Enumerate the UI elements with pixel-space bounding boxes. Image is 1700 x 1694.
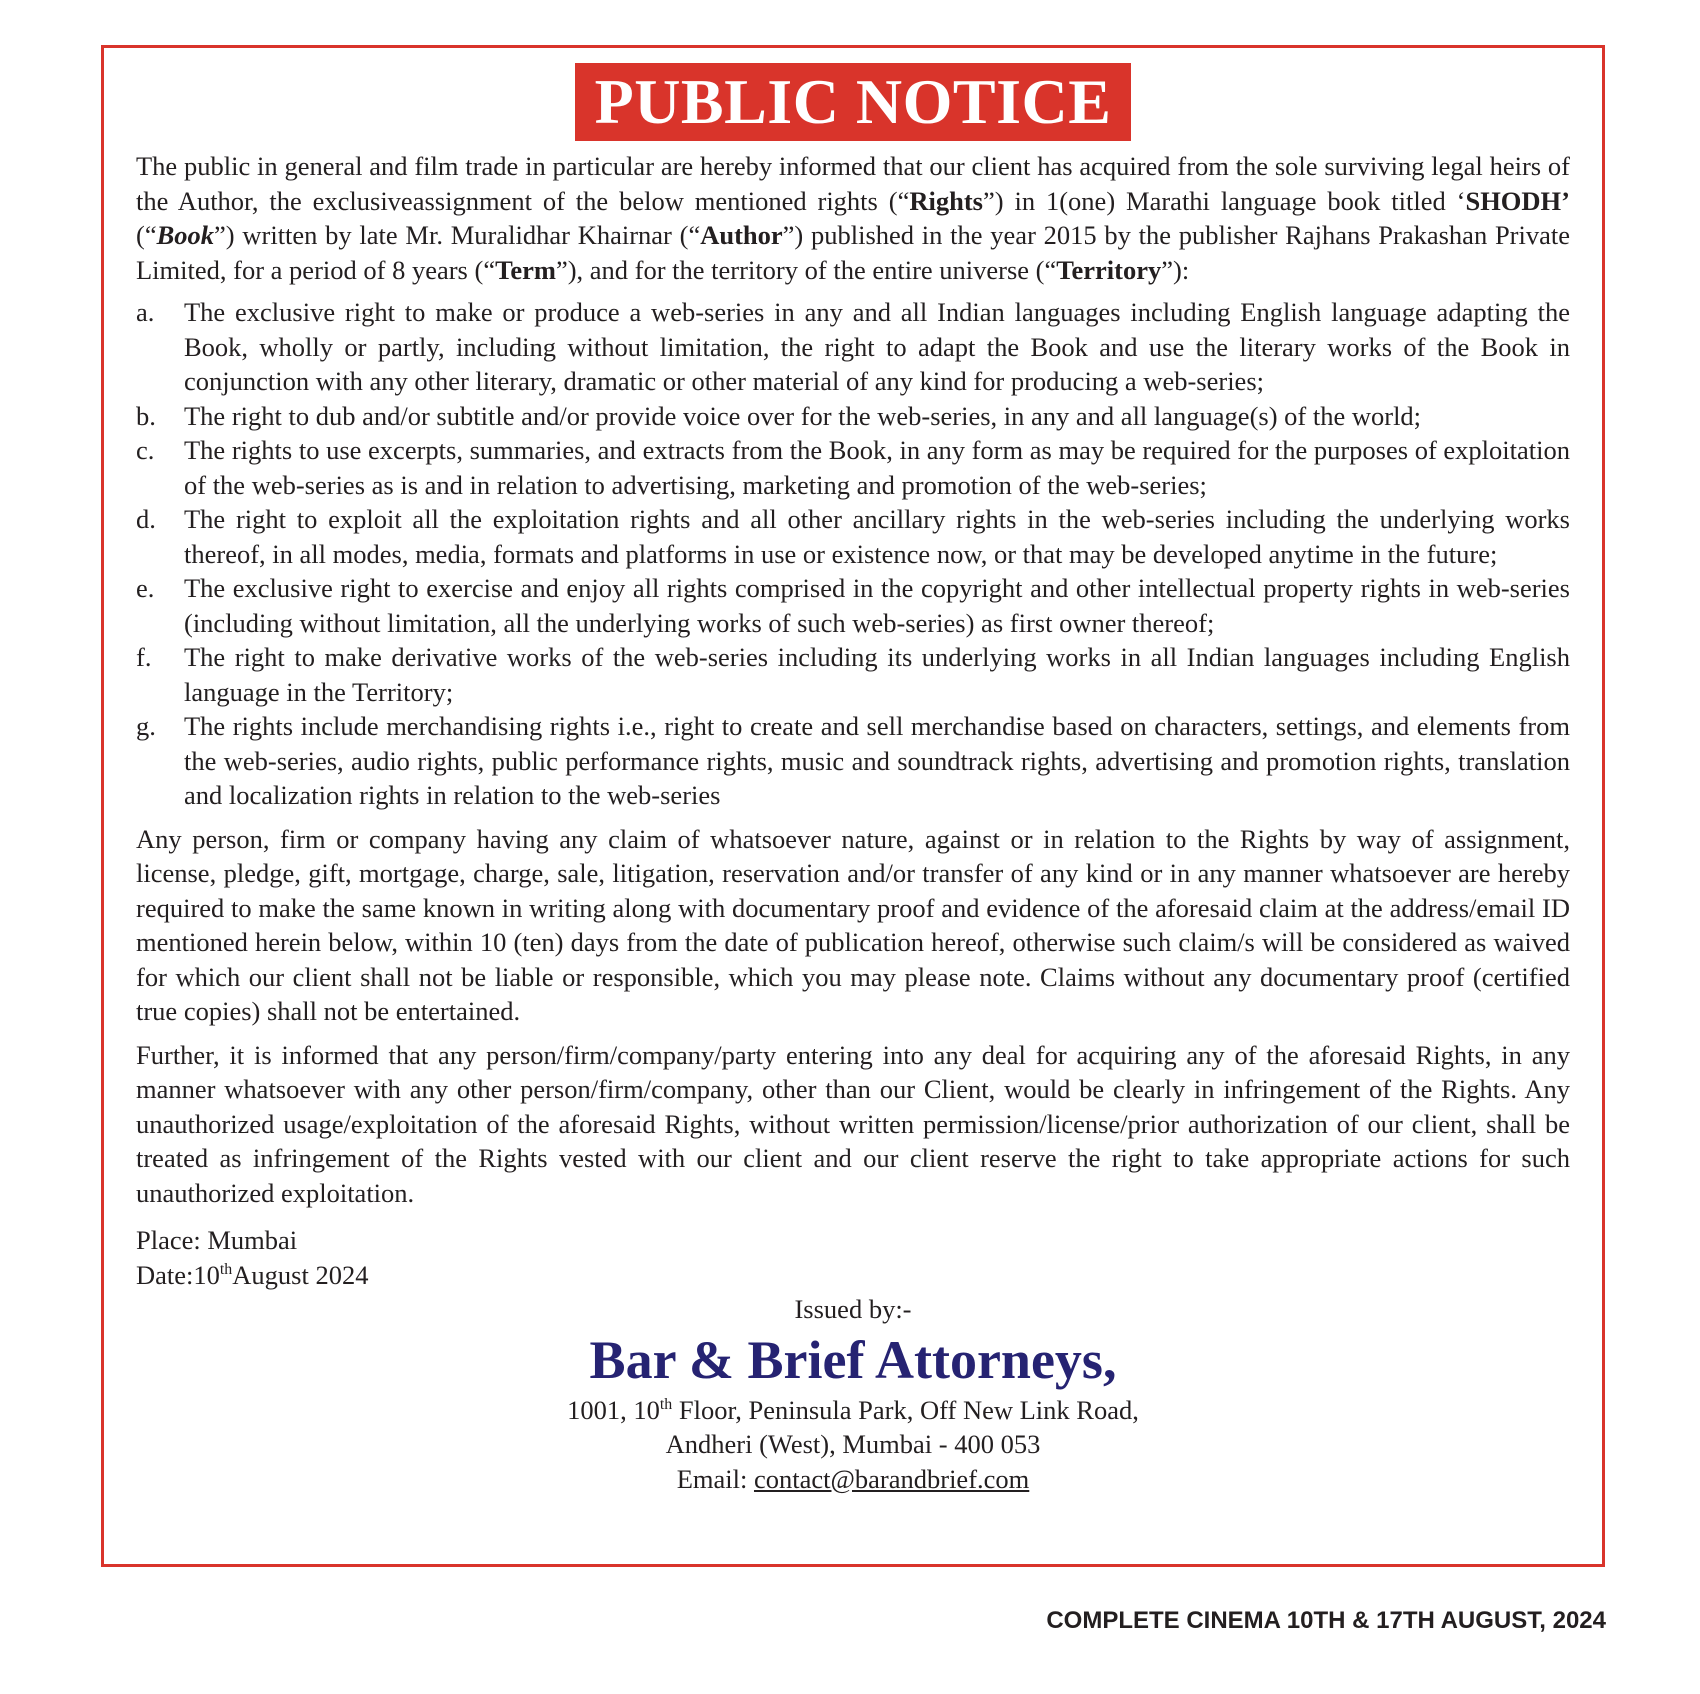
intro-bold-book: Book [156, 220, 215, 250]
intro-text-3: (“ [136, 220, 157, 250]
intro-text-6: ”), and for the territory of the entire universe (“ [555, 254, 1057, 285]
firm-name: Bar & Brief Attorneys, [589, 1329, 1117, 1390]
intro-bold-author: Author [700, 220, 783, 250]
intro-bold-shodh: SHODH’ [1465, 185, 1570, 216]
list-item-text: The exclusive right to make or produce a web-series in any and all Indian languages including English language adapting the Book, wholly or partly, including without limitation, the right to adapt the Book and use the literary works of the Book in conjunction with any other literary, dramatic or other material of any kind for producing a web-series; [184, 297, 1570, 396]
intro-text-1: The public in general and film trade in particular are hereby informed that our client has acquired from the sole surviving legal heirs of the Author, the exclusiveassignment of the below mentioned rights (“ [136, 151, 1570, 216]
title-wrap [104, 63, 1602, 141]
list-item [136, 640, 1570, 709]
list-marker: c. [136, 435, 155, 465]
address-prefix: 1001, 10 [567, 1394, 660, 1425]
list-item [136, 502, 1570, 571]
publication-footer: COMPLETE CINEMA 10TH & 17TH AUGUST, 2024 [1046, 1607, 1606, 1634]
list-item [136, 433, 1570, 502]
intro-text-5: ”) published in the year 2015 by the publisher Rajhans Prakashan Private Limited, for a period of 8 years (“ [136, 220, 1571, 285]
list-marker: a. [136, 297, 155, 327]
date-suffix: August 2024 [232, 1259, 369, 1290]
date-sup: th [219, 1260, 233, 1278]
list-item-text: The rights to use excerpts, summaries, and extracts from the Book, in any form as may be required for the purposes of exploitation of the web-series as is and in relation to advertising, marketing and promotion of the web-series; [184, 435, 1570, 500]
address-line-2: Andheri (West), Mumbai - 400 053 [665, 1429, 1041, 1459]
notice-title: PUBLIC NOTICE [575, 63, 1132, 141]
list-item-text: The rights include merchandising rights i.e., right to create and sell merchandise based on characters, settings, and elements from the web-series, audio rights, public performance rights, music and soundtrack rights, advertising and promotion rights, translation and localization rights in relation to the web-series [184, 711, 1570, 810]
intro-bold-territory: Territory [1056, 254, 1162, 285]
further-paragraph: Further, it is informed that any person/firm/company/party entering into any deal for acquiring any of the aforesaid Rights, in any manner whatsoever with any other person/firm/company, other than our Client, would be clearly in infringement of the Rights. Any unauthorized usage/exploitation of the aforesaid Rights, without written permission/license/prior authorization of our client, shall be treated as infringement of the Rights vested with our client and our client reserve the right to take appropriate actions for such unauthorized exploitation. [136, 1039, 1570, 1208]
list-marker: f. [136, 642, 152, 672]
intro-bold-term: Term [495, 254, 556, 285]
intro-bold-rights: Rights [909, 185, 983, 216]
email-label: Email: [676, 1463, 754, 1494]
list-item-text: The right to make derivative works of the web-series including its underlying works in all Indian languages including English language in the Territory; [184, 642, 1570, 707]
notice-body [136, 149, 1570, 1496]
list-item [136, 295, 1570, 399]
address-line-1 [136, 1393, 1570, 1428]
intro-text-7: ”): [1161, 254, 1190, 285]
email-line [136, 1462, 1570, 1497]
rights-list [136, 295, 1570, 813]
list-item [136, 571, 1570, 640]
issued-by: Issued by:- [794, 1294, 912, 1324]
address-suffix: Floor, Peninsula Park, Off New Link Road, [672, 1394, 1139, 1425]
intro-text-4: ”) written by late Mr. Muralidhar Khairnar (“ [214, 220, 701, 250]
intro-paragraph [136, 149, 1570, 287]
notice-frame [101, 45, 1605, 1567]
email-link[interactable]: contact@barandbrief.com [753, 1463, 1030, 1494]
list-marker: b. [136, 400, 156, 431]
list-item [136, 709, 1570, 813]
list-marker: e. [136, 573, 155, 603]
claims-paragraph: Any person, firm or company having any claim of whatsoever nature, against or in relation to the Rights by way of assignment, license, pledge, gift, mortgage, charge, sale, litigation, reservation and/or transfer of any kind or in any manner whatsoever are hereby required to make the same known in writing along with documentary proof and evidence of the aforesaid claim at the address/email ID mentioned herein below, within 10 (ten) days from the date of publication hereof, otherwise such claim/s will be considered as waived for which our client shall not be liable or responsible, which you may please note. Claims without any documentary proof (certified true copies) shall not be entertained. [136, 823, 1570, 1026]
place-line: Place: Mumbai [136, 1225, 298, 1255]
date-line [136, 1258, 1570, 1293]
list-item-text: The exclusive right to exercise and enjoy all rights comprised in the copyright and other intellectual property rights in web-series (including without limitation, all the underlying works of such web-series) as first owner thereof; [184, 573, 1570, 638]
intro-text-2: ”) in 1(one) Marathi language book titled ‘ [982, 185, 1466, 216]
list-item-text: The right to dub and/or subtitle and/or provide voice over for the web-series, in any and all language(s) of the world; [184, 400, 1422, 431]
list-marker: g. [136, 711, 156, 741]
address-sup: th [659, 1395, 673, 1413]
list-item-text: The right to exploit all the exploitation rights and all other ancillary rights in the web-series including the underlying works thereof, in all modes, media, formats and platforms in use or existence now, or that may be developed anytime in the future; [184, 504, 1570, 569]
date-prefix: Date:10 [136, 1259, 220, 1290]
list-marker: d. [136, 504, 156, 534]
list-item [136, 399, 1570, 434]
